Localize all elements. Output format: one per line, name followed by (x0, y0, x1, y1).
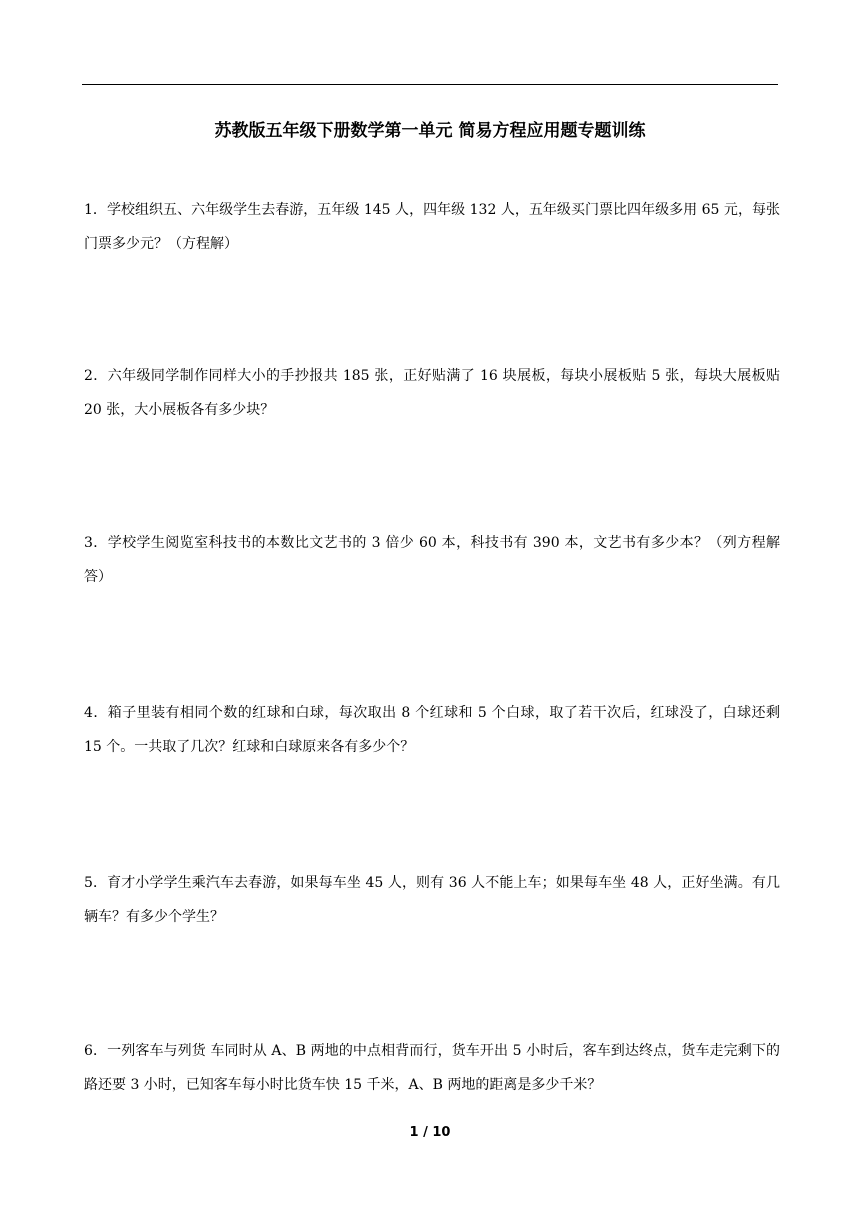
question-1: 1．学校组织五、六年级学生去春游，五年级 145 人，四年级 132 人，五年级买门票比四年级多用 65 元，每张门票多少元？（方程解） (84, 202, 780, 252)
page-title: 苏教版五年级下册数学第一单元 简易方程应用题专题训练 (214, 121, 646, 141)
question-2: 2．六年级同学制作同样大小的手抄报共 185 张，正好贴满了 16 块展板，每块小展板贴 5 张，每块大展板贴 20 张，大小展板各有多少块？ (84, 368, 780, 418)
question-3: 3．学校学生阅览室科技书的本数比文艺书的 3 倍少 60 本，科技书有 390 本，文艺书有多少本？（列方程解答） (84, 535, 780, 585)
question-4: 4．箱子里装有相同个数的红球和白球，每次取出 8 个红球和 5 个白球，取了若干次后，红球没了，白球还剩 15 个。一共取了几次？红球和白球原来各有多少个？ (84, 705, 780, 755)
question-6: 6．一列客车与列货 车同时从 A、B 两地的中点相背而行，货车开出 5 小时后，客车到达终点，货车走完剩下的路还要 3 小时，已知客车每小时比货车快 15 千米，A、B 两地的距离是多少千米？ (84, 1043, 780, 1093)
page-number: 1 / 10 (409, 1125, 451, 1140)
header-rule (82, 84, 778, 85)
question-5: 5．育才小学学生乘汽车去春游，如果每车坐 45 人，则有 36 人不能上车；如果每车坐 48 人，正好坐满。有几辆车？有多少个学生？ (84, 875, 780, 925)
